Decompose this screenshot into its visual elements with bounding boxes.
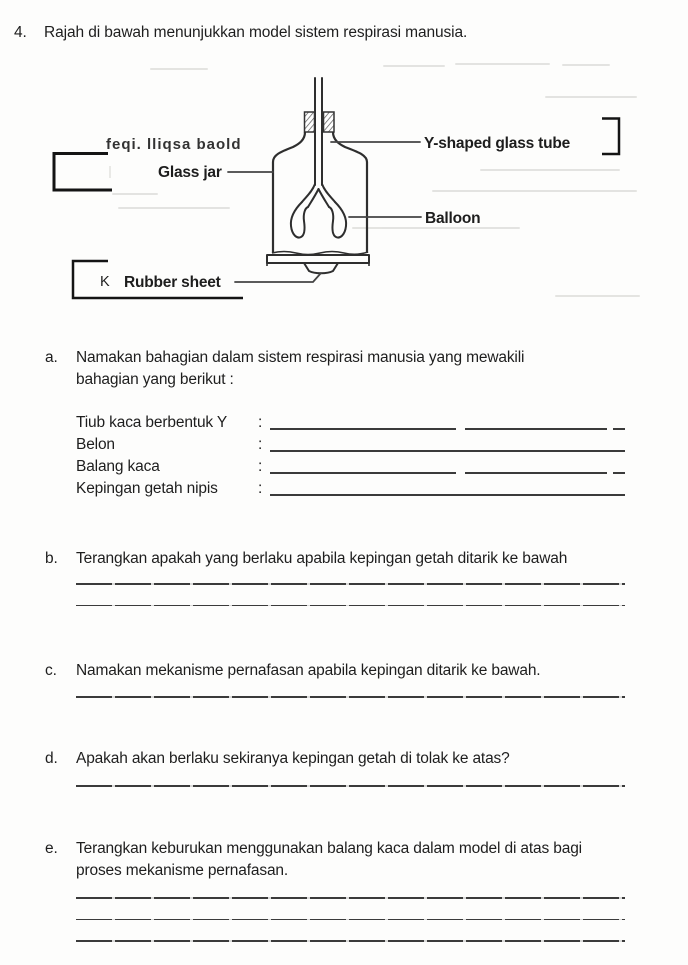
y-shaped-glass-tube <box>302 78 335 207</box>
question-a-content <box>76 347 625 500</box>
label-balloon: Balloon <box>425 210 481 227</box>
question-d-content <box>76 748 625 787</box>
answer-line-segment <box>465 428 607 430</box>
answer-line <box>76 897 625 899</box>
match-row-balloon <box>76 434 625 456</box>
answer-line <box>76 919 625 921</box>
answer-line-gap <box>456 412 465 434</box>
answer-line-segment <box>465 472 607 474</box>
question-b <box>45 548 625 606</box>
question-b-letter: b. <box>45 550 58 567</box>
match-row-label: Kepingan getah nipis <box>76 480 218 497</box>
label-glass-jar: Glass jar <box>158 164 222 181</box>
question-d-text: Apakah akan berlaku sekiranya kepingan getah di tolak ke atas? <box>76 750 510 767</box>
question-d <box>45 748 625 787</box>
match-row-colon: : <box>258 458 263 475</box>
match-row-colon: : <box>258 480 263 497</box>
question-e-text-line1: Terangkan keburukan menggunakan balang kaca dalam model di atas bagi <box>76 840 582 857</box>
question-e-letter: e. <box>45 840 58 857</box>
match-row-label: Belon <box>76 436 115 453</box>
question-a-text-line1: Namakan bahagian dalam sistem respirasi manusia yang mewakili <box>76 349 525 366</box>
question-c-content <box>76 660 625 698</box>
page-title: Rajah di bawah menunjukkan model sistem respirasi manusia. <box>44 24 468 41</box>
answer-line-segment <box>270 472 456 474</box>
question-a-letter: a. <box>45 349 58 366</box>
match-row-glass-jar <box>76 456 625 478</box>
match-row-label: Balang kaca <box>76 458 160 475</box>
leader-lines <box>228 142 421 282</box>
match-row-colon: : <box>258 414 263 431</box>
left-answer-box <box>54 154 112 191</box>
answer-line-segment <box>270 450 625 452</box>
label-k-mark: K <box>100 274 110 290</box>
label-rubber-sheet: Rubber sheet <box>124 274 221 291</box>
rubber-sheet-shape <box>267 252 369 274</box>
question-c <box>45 660 625 698</box>
question-c-text: Namakan mekanisme pernafasan apabila kepingan ditarik ke bawah. <box>76 662 541 679</box>
cork-stopper <box>305 112 335 132</box>
question-b-text: Terangkan apakah yang berlaku apabila kepingan getah ditarik ke bawah <box>76 550 568 567</box>
answer-line-segment <box>270 428 456 430</box>
question-heading <box>14 24 467 42</box>
question-e <box>45 838 625 942</box>
answer-line <box>76 785 625 787</box>
question-a-match-rows <box>76 412 625 500</box>
match-row-y-tube <box>76 412 625 434</box>
answer-line <box>76 583 625 585</box>
balloon-right <box>329 202 346 238</box>
answer-line <box>76 940 625 942</box>
answer-line <box>76 696 625 698</box>
question-e-content <box>76 838 625 942</box>
answer-line <box>76 605 625 607</box>
match-row-colon: : <box>258 436 263 453</box>
question-e-text-line2: proses mekanisme pernafasan. <box>76 862 289 879</box>
match-row-rubber-sheet <box>76 478 625 500</box>
answer-line-gap <box>456 456 465 478</box>
respiration-model-diagram <box>0 56 688 308</box>
answer-line-segment <box>613 428 625 430</box>
question-b-content <box>76 548 625 606</box>
balloon-left <box>291 202 308 238</box>
answer-line-gap <box>607 456 613 478</box>
leader-rubber-sheet <box>235 273 321 282</box>
right-bracket-mark <box>602 119 619 155</box>
label-y-shaped-glass-tube: Y-shaped glass tube <box>424 135 571 152</box>
answer-line-segment <box>613 472 625 474</box>
ghost-bleed-text: feqi. lliqsa baold <box>106 136 242 153</box>
match-row-label: Tiub kaca berbentuk Y <box>76 414 228 431</box>
answer-line-gap <box>607 412 613 434</box>
answer-line-segment <box>270 494 625 496</box>
question-number: 4. <box>14 24 27 41</box>
question-d-letter: d. <box>45 750 58 767</box>
balloons <box>291 202 346 238</box>
question-c-letter: c. <box>45 662 57 679</box>
question-a <box>45 347 625 500</box>
question-a-text-line2: bahagian yang berikut : <box>76 371 234 388</box>
